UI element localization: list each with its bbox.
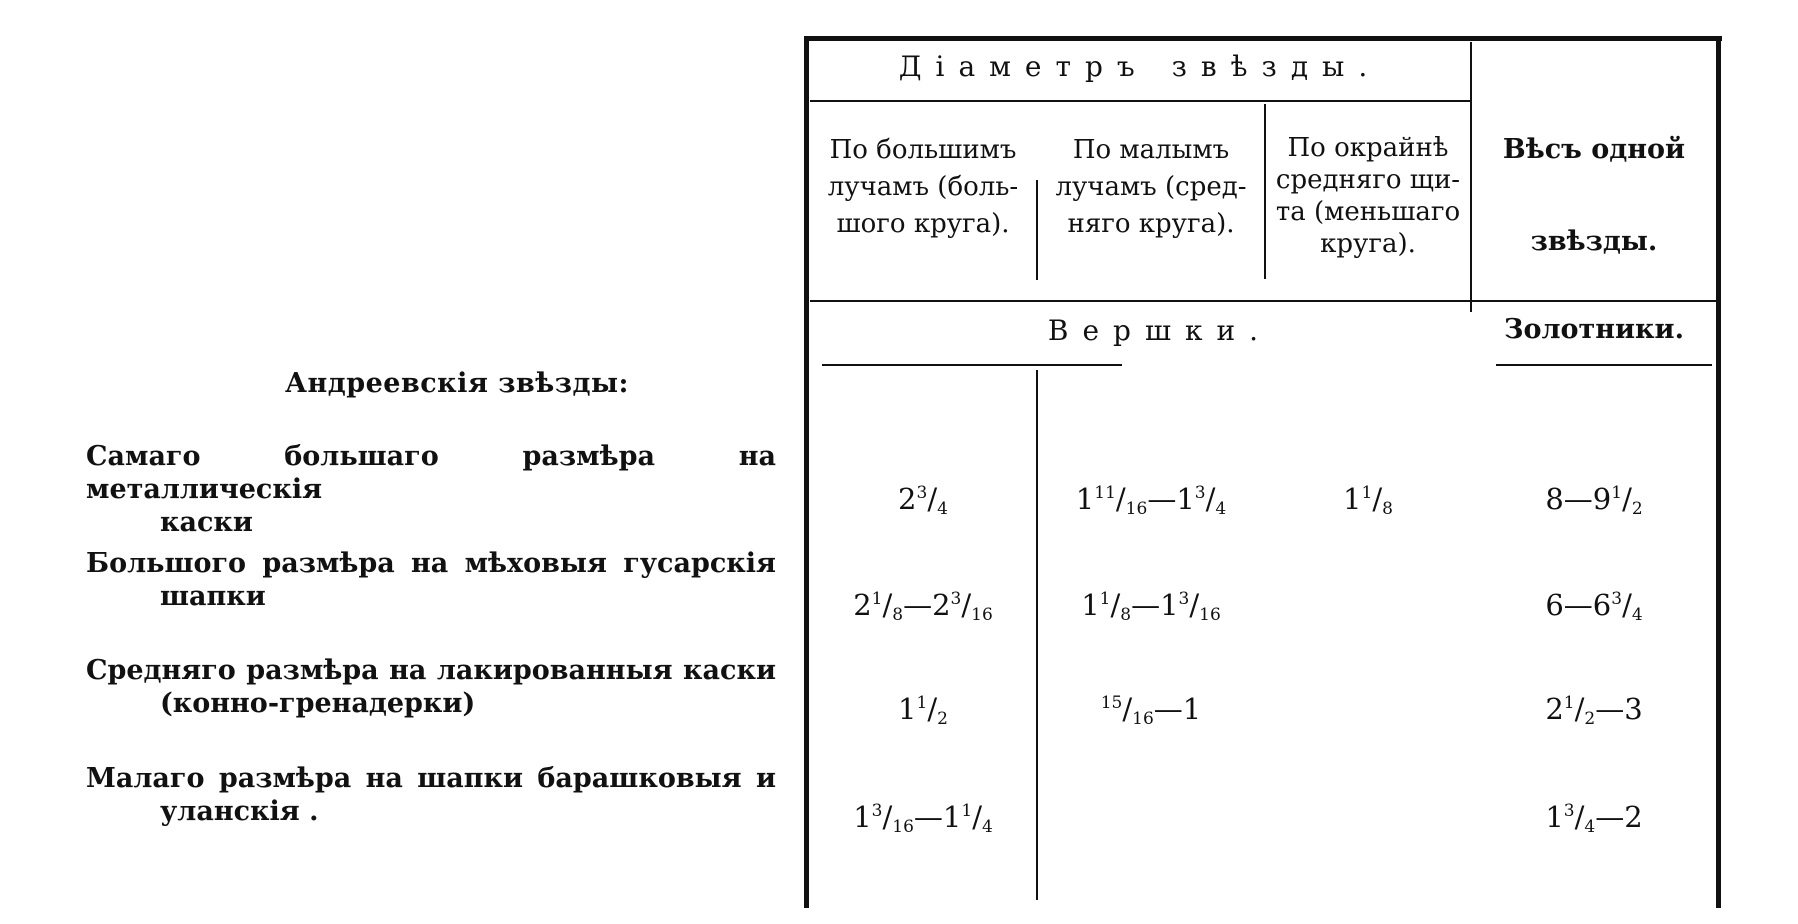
- unit-rule: [822, 364, 1122, 366]
- header-line: звѣзды.: [1530, 226, 1658, 257]
- table-cell: $1^3/_{16}—1^1/_4$: [853, 800, 993, 837]
- header-line: Вѣсъ одной: [1502, 134, 1686, 165]
- table-cell: $1^1/_2$: [898, 692, 948, 729]
- table-right-border: [1716, 38, 1721, 908]
- table-cell: $^{15}/_{16}—1$: [1100, 692, 1202, 729]
- item-line: уланскія .: [160, 796, 319, 827]
- table-cell: $1^1/_8$: [1343, 482, 1393, 519]
- table-cell: $8—9^1/_2$: [1545, 482, 1643, 519]
- list-item: [86, 547, 776, 613]
- column-header: [1472, 104, 1716, 288]
- table-cell: $2^1/_2—3$: [1545, 692, 1643, 729]
- column-divider: [1036, 370, 1038, 900]
- unit-rule: [1496, 364, 1712, 366]
- header-line: По окрайнѣ: [1287, 133, 1449, 163]
- table-cell: $6—6^3/_4$: [1545, 588, 1643, 625]
- item-line: (конно-гренадерки): [160, 688, 476, 719]
- header-line: средняго щи-: [1275, 165, 1461, 195]
- item-line: Большого размѣра на мѣховыя гусарскія: [86, 548, 776, 579]
- header-line: лучамъ (сред-: [1055, 172, 1247, 202]
- table-cell: $2^3/_4$: [898, 482, 948, 519]
- table-cell: $1^{11}/_{16}—1^3/_4$: [1075, 482, 1227, 519]
- header-line: шого круга).: [836, 209, 1010, 239]
- section-title: Андреевскія звѣзды:: [285, 368, 630, 399]
- column-header: [1266, 132, 1470, 260]
- header-line: круга).: [1320, 229, 1416, 259]
- header-line: та (меньшаго: [1275, 197, 1461, 227]
- list-item: [86, 762, 776, 828]
- table-cell: $1^3/_4—2$: [1545, 800, 1643, 837]
- item-line: каски: [160, 507, 253, 538]
- table-top-rule: [804, 36, 1722, 41]
- header-line: лучамъ (боль-: [827, 172, 1019, 202]
- table-cell: $1^1/_8—1^3/_{16}$: [1081, 588, 1221, 625]
- header-line: По малымъ: [1072, 135, 1230, 165]
- item-line: Средняго размѣра на лакированныя каски: [86, 655, 776, 686]
- header-rule: [810, 300, 1718, 302]
- header-line: няго круга).: [1067, 209, 1235, 239]
- unit-label-verst: Вершки.: [1047, 314, 1273, 347]
- item-line: шапки: [160, 581, 266, 612]
- table-cell: $2^1/_8—2^3/_{16}$: [853, 588, 993, 625]
- item-line: Малаго размѣра на шапки барашковыя и: [86, 763, 776, 794]
- column-header: [810, 132, 1036, 243]
- header-rule: [810, 100, 1470, 102]
- list-item: [86, 654, 776, 720]
- list-item: [86, 440, 776, 539]
- header-line: По большимъ: [829, 135, 1017, 165]
- unit-label-zolot: Золотники.: [1504, 314, 1684, 345]
- group-header: Діаметръ звѣзды.: [898, 50, 1382, 83]
- table-left-border: [804, 38, 809, 908]
- column-header: [1038, 132, 1264, 243]
- item-line: Самаго большаго размѣра на металлическія: [86, 441, 776, 505]
